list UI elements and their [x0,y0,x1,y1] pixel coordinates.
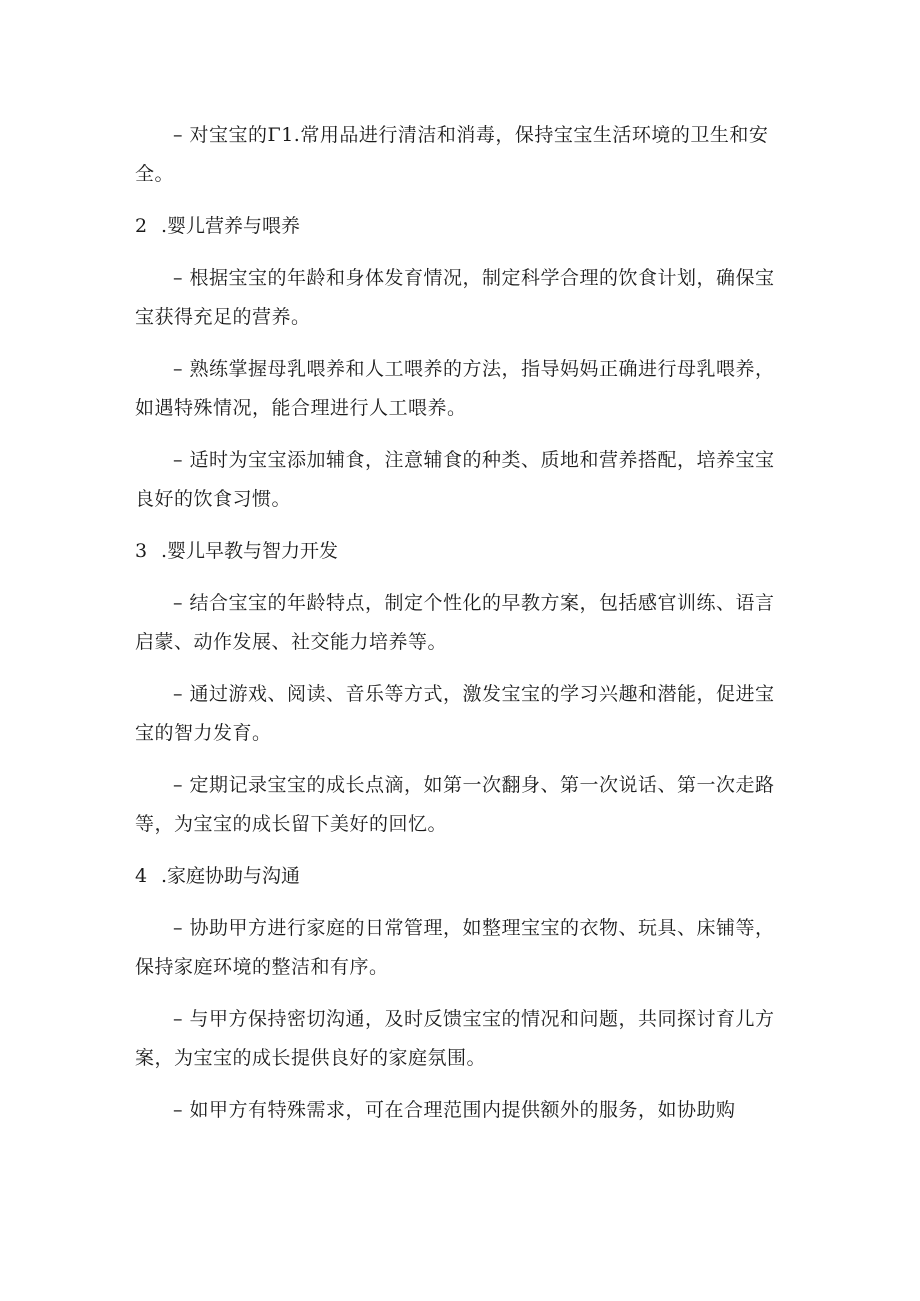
section-title: .婴儿早教与智力开发 [161,540,339,562]
list-item: – 结合宝宝的年龄特点，制定个性化的早教方案，包括感官训练、语言启蒙、动作发展、社交能力培养等。 [135,592,775,653]
section-number: 4 [135,865,148,887]
list-item: – 协助甲方进行家庭的日常管理，如整理宝宝的衣物、玩具、床铺等，保持家庭环境的整洁和有序。 [135,917,775,978]
section-title: .家庭协助与沟通 [161,865,301,887]
list-item: – 适时为宝宝添加辅食，注意辅食的种类、质地和营养搭配，培养宝宝良好的饮食习惯。 [135,449,775,510]
section-number: 3 [135,540,148,562]
list-item: – 如甲方有特殊需求，可在合理范围内提供额外的服务，如协助购 [173,1099,736,1121]
list-item: – 定期记录宝宝的成长点滴，如第一次翻身、第一次说话、第一次走路等，为宝宝的成长留下美好的回忆。 [135,774,775,835]
section-number: 2 [135,215,148,237]
list-item: – 对宝宝的Γ1.常用品进行清洁和消毒，保持宝宝生活环境的卫生和安全。 [135,124,769,185]
list-item: – 根据宝宝的年龄和身体发育情况，制定科学合理的饮食计划，确保宝宝获得充足的营养。 [135,267,775,328]
section-heading-2 [135,207,785,246]
section-heading-4 [135,857,785,896]
document-body [135,116,785,1143]
section-title: .婴儿营养与喂养 [161,215,301,237]
list-item: – 通过游戏、阅读、音乐等方式，激发宝宝的学习兴趣和潜能，促进宝宝的智力发育。 [135,683,775,744]
list-item: – 熟练掌握母乳喂养和人工喂养的方法，指导妈妈正确进行母乳喂养，如遇特殊情况，能合理进行人工喂养。 [135,358,775,419]
list-item: – 与甲方保持密切沟通，及时反馈宝宝的情况和问题，共同探讨育儿方案，为宝宝的成长提供良好的家庭氛围。 [135,1008,775,1069]
section-heading-3 [135,532,785,571]
